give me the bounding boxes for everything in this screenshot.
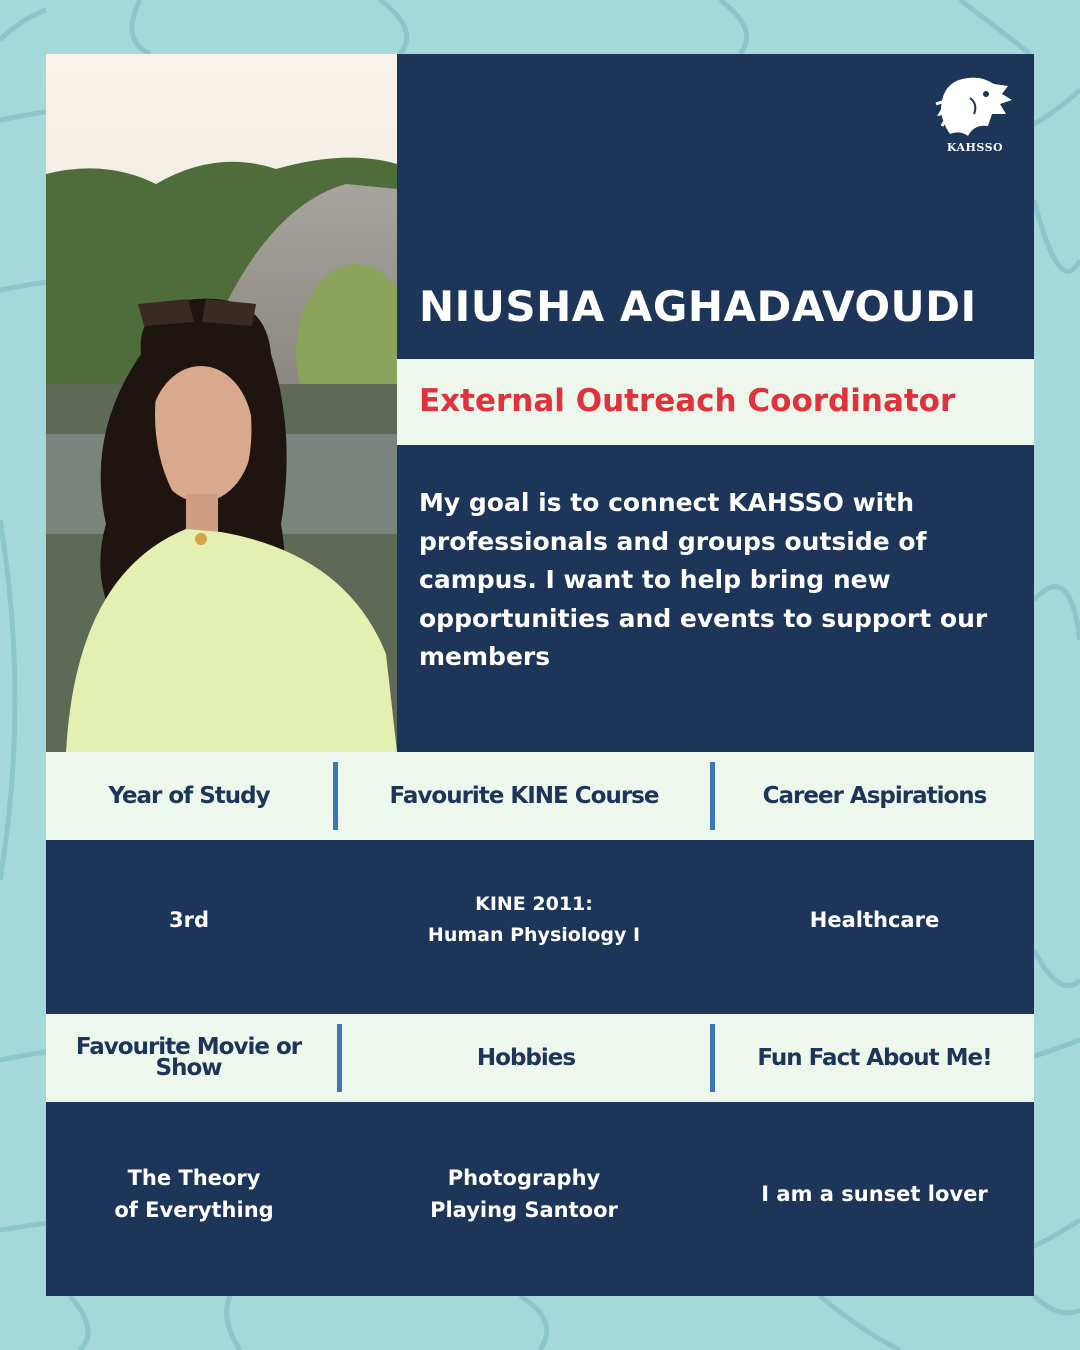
- profile-card: [46, 54, 1034, 1296]
- value-year-of-study: 3rd: [168, 908, 209, 932]
- header-career-aspirations: Career Aspirations: [762, 782, 987, 809]
- header-favourite-movie-or-show: Favourite Movie or Show: [75, 1034, 302, 1081]
- header-favourite-kine-course: Favourite KINE Course: [389, 782, 659, 809]
- value-fun-fact: I am a sunset lover: [761, 1182, 988, 1206]
- kahsso-logo: [930, 74, 1020, 154]
- value-career-aspirations: Healthcare: [809, 908, 940, 932]
- value-favourite-movie: The Theory of Everything: [114, 1166, 274, 1222]
- info-header-band-2: [46, 1014, 1034, 1102]
- member-role: External Outreach Coordinator: [419, 383, 956, 419]
- header-fun-fact: Fun Fact About Me!: [757, 1044, 992, 1071]
- role-band: [397, 359, 1034, 445]
- info-header-band-1: [46, 752, 1034, 840]
- header-year-of-study: Year of Study: [108, 782, 270, 809]
- lion-head-icon: [930, 74, 1020, 140]
- member-name: NIUSHA AGHADAVOUDI: [419, 282, 977, 331]
- header-hobbies: Hobbies: [476, 1044, 576, 1071]
- info-value-band-2: [46, 1102, 1034, 1296]
- member-goal: My goal is to connect KAHSSO with professionals and groups outside of campus. I want to help bring new opportunities and events to support our members: [419, 488, 988, 671]
- logo-text: KAHSSO: [946, 141, 1004, 154]
- value-hobbies: Photography Playing Santoor: [430, 1166, 618, 1222]
- info-value-band-1: [46, 840, 1034, 1014]
- value-favourite-kine-course: KINE 2011: Human Physiology I: [427, 893, 641, 946]
- profile-photo: [46, 54, 397, 752]
